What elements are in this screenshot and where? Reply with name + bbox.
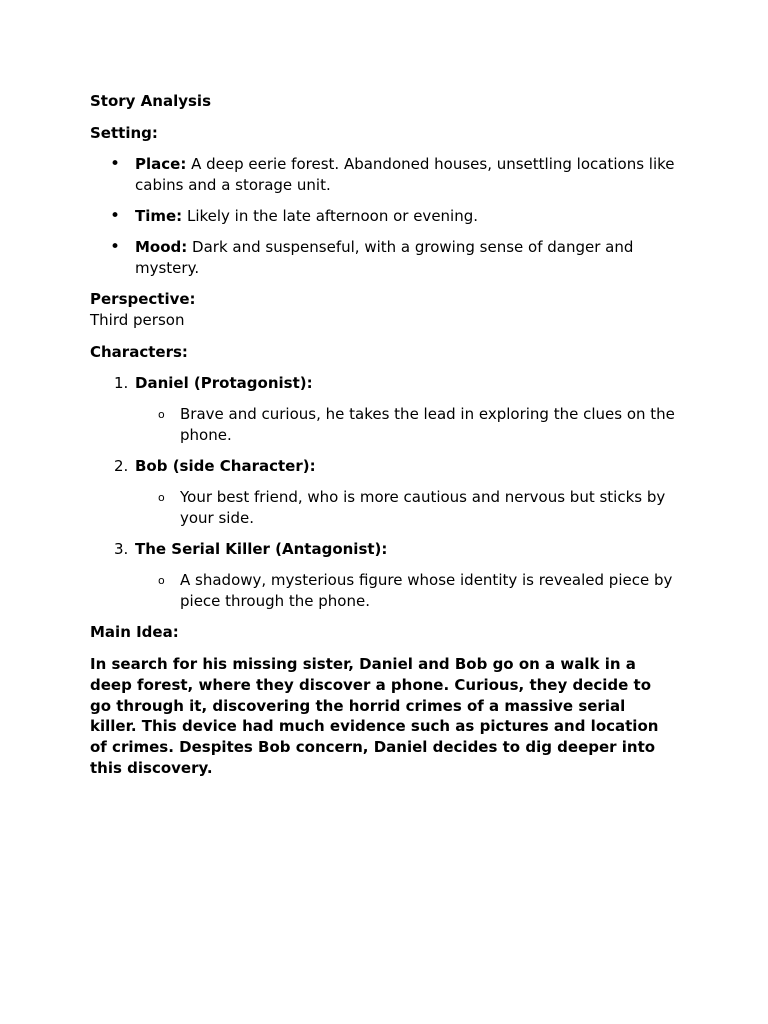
sub-bullet-icon: o — [158, 491, 165, 504]
main-idea-line: of crimes. Despites Bob concern, Daniel decides to dig deeper into — [90, 738, 656, 756]
setting-item-text: Dark and suspenseful, with a growing sense of danger and — [187, 238, 634, 256]
character-description-cont: your side. — [180, 509, 254, 527]
main-idea-line: killer. This device had much evidence such as pictures and location — [90, 717, 659, 735]
bullet-icon: • — [110, 237, 121, 257]
bullet-icon: • — [110, 154, 121, 174]
list-number: 2. — [114, 457, 129, 475]
character-description: A shadowy, mysterious figure whose identity is revealed piece by — [180, 571, 673, 589]
character-description: Brave and curious, he takes the lead in exploring the clues on the — [180, 405, 675, 423]
bullet-icon: • — [110, 206, 121, 226]
main-idea-line: this discovery. — [90, 759, 213, 777]
character-name: The Serial Killer (Antagonist): — [135, 540, 388, 558]
setting-heading: Setting: — [90, 124, 158, 142]
sub-bullet-icon: o — [158, 408, 165, 421]
setting-item-label: Place: — [135, 155, 187, 173]
setting-item-label: Mood: — [135, 238, 188, 256]
main-idea-line: deep forest, where they discover a phone. Curious, they decide to — [90, 676, 652, 694]
setting-item-text: Likely in the late afternoon or evening. — [182, 207, 479, 225]
character-description-cont: piece through the phone. — [180, 592, 370, 610]
characters-heading: Characters: — [90, 343, 188, 361]
setting-item-text-cont: cabins and a storage unit. — [135, 176, 331, 194]
list-number: 3. — [114, 540, 129, 558]
main-idea-line: go through it, discovering the horrid crimes of a massive serial — [90, 697, 626, 715]
setting-item-text: A deep eerie forest. Abandoned houses, unsettling locations like — [186, 155, 675, 173]
character-name: Bob (side Character): — [135, 457, 316, 475]
main-idea-line: In search for his missing sister, Daniel and Bob go on a walk in a — [90, 655, 636, 673]
setting-item-line — [135, 237, 633, 258]
list-number: 1. — [114, 374, 129, 392]
setting-item-text-cont: mystery. — [135, 259, 200, 277]
sub-bullet-icon: o — [158, 574, 165, 587]
setting-item-line — [135, 154, 675, 175]
perspective-heading: Perspective: — [90, 290, 196, 308]
character-description: Your best friend, who is more cautious and nervous but sticks by — [180, 488, 666, 506]
setting-item-line — [135, 206, 478, 227]
character-description-cont: phone. — [180, 426, 232, 444]
setting-item-label: Time: — [135, 207, 183, 225]
character-name: Daniel (Protagonist): — [135, 374, 313, 392]
main-idea-heading: Main Idea: — [90, 623, 179, 641]
page-title: Story Analysis — [90, 92, 212, 110]
perspective-value: Third person — [90, 311, 185, 329]
